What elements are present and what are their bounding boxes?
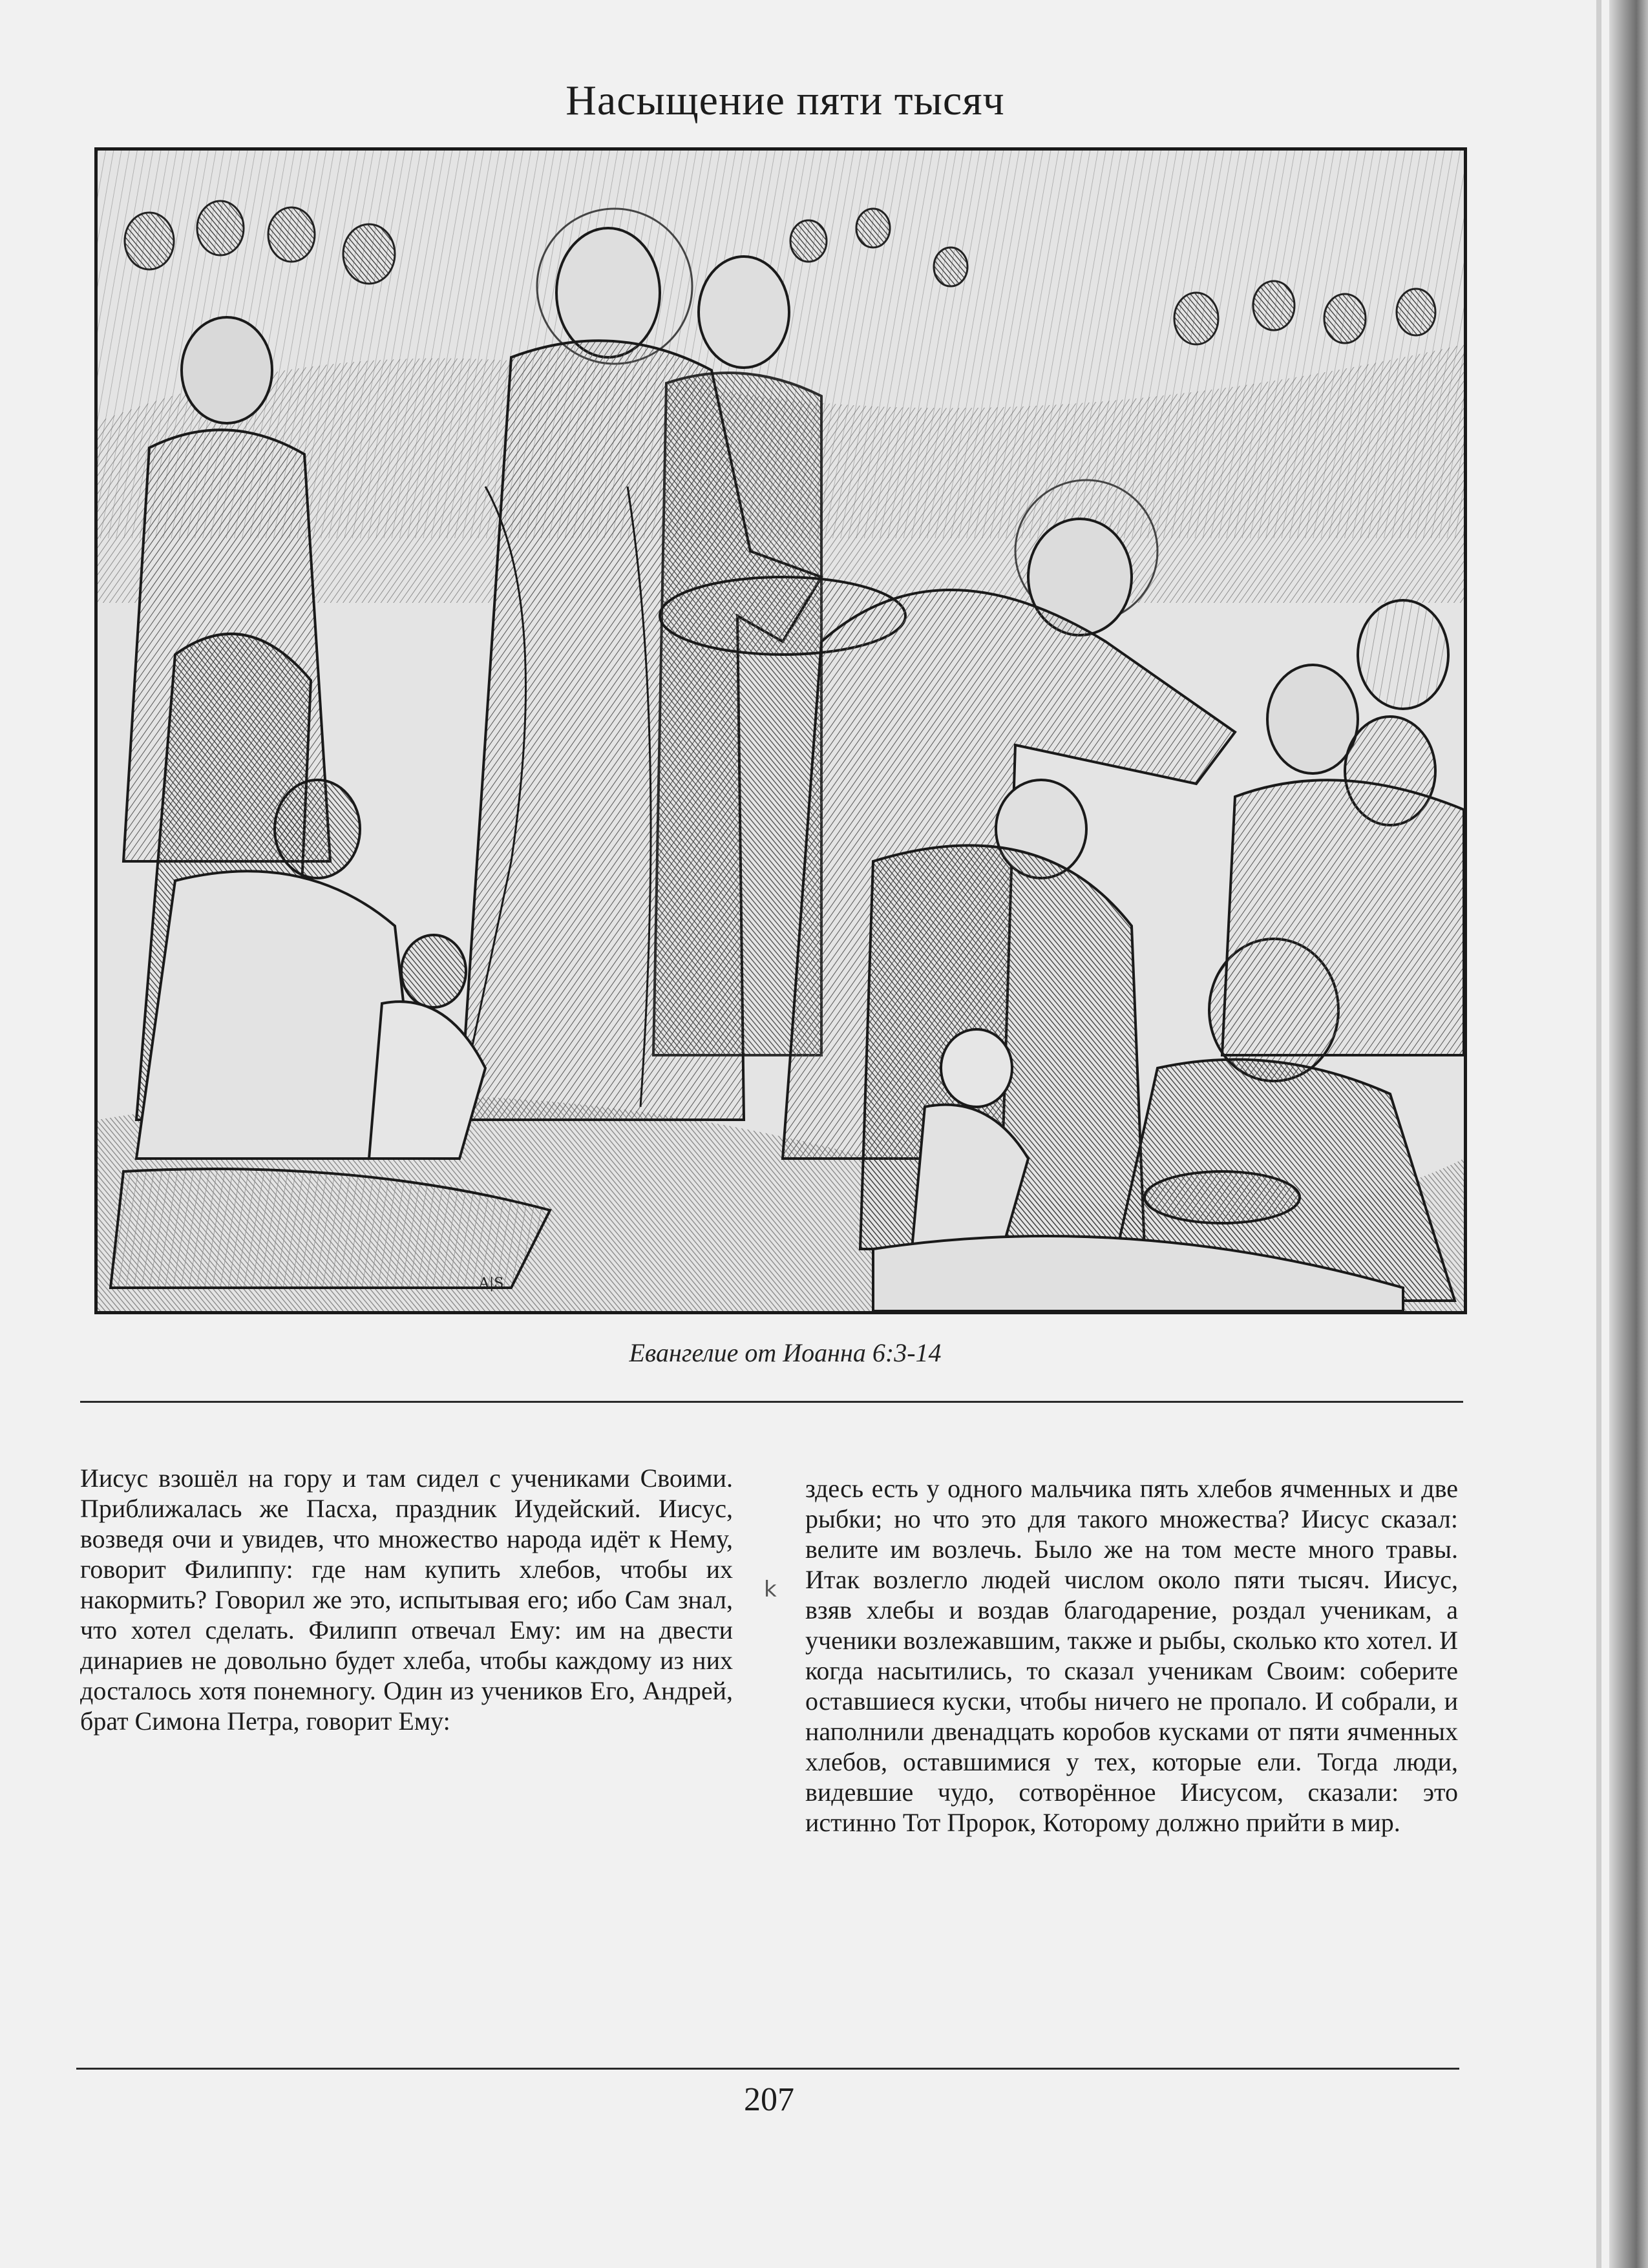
illustration-caption: Евангелие от Иоанна 6:3-14 (629, 1338, 942, 1367)
engraving-illustration (94, 147, 1467, 1314)
divider-bottom (76, 2068, 1459, 2070)
page-number: 207 (744, 2081, 794, 2118)
artist-signature: A|S (479, 1276, 504, 1292)
book-spine-shadow (1609, 0, 1648, 2268)
text-column-right: здесь есть у одного мальчика пять хлебов ячменных и две рыбки; но что это для такого множества? Иисус сказал: велите им возлечь. Было же на том месте много травы. Итак возлегло людей числом около пяти тысяч. Иисус, взяв хлебы и воздав благодарение, роздал ученикам, а ученики возлежавшим, также и рыбы, сколько кто хотел. И когда насытились, то сказал ученикам Своим: соберите оставшиеся куски, чтобы ничего не пропало. И собрали, и наполнили двенадцать коробов кусками от пяти ячменных хлебов, оставшимися у тех, которые ели. Тогда люди, видевшие чудо, сотворённое Иисусом, сказали: это истинно Тот Пророк, Которому должно прийти в мир. (805, 1474, 1458, 1837)
pencil-annotation: k (764, 1577, 777, 1602)
engraving-image (98, 151, 1464, 1311)
text-column-left: Иисус взошёл на гору и там сидел с учениками Своими. Приближалась же Пасха, праздник Иудейский. Иисус, возведя очи и увидев, что множество народа идёт к Нему, говорит Филиппу: где нам купить хлебов, чтобы их накормить? Говорил же это, испытывая его; ибо Сам знал, что хотел сделать. Филипп отвечал Ему: им на двести динариев не довольно будет хлеба, чтобы каждому из них досталось хотя понемногу. Один из учеников Его, Андрей, брат Симона Петра, говорит Ему: (80, 1464, 733, 1736)
page-title: Насыщение пяти тысяч (565, 77, 1005, 124)
divider-top (80, 1401, 1463, 1403)
page-edge (1596, 0, 1601, 2268)
